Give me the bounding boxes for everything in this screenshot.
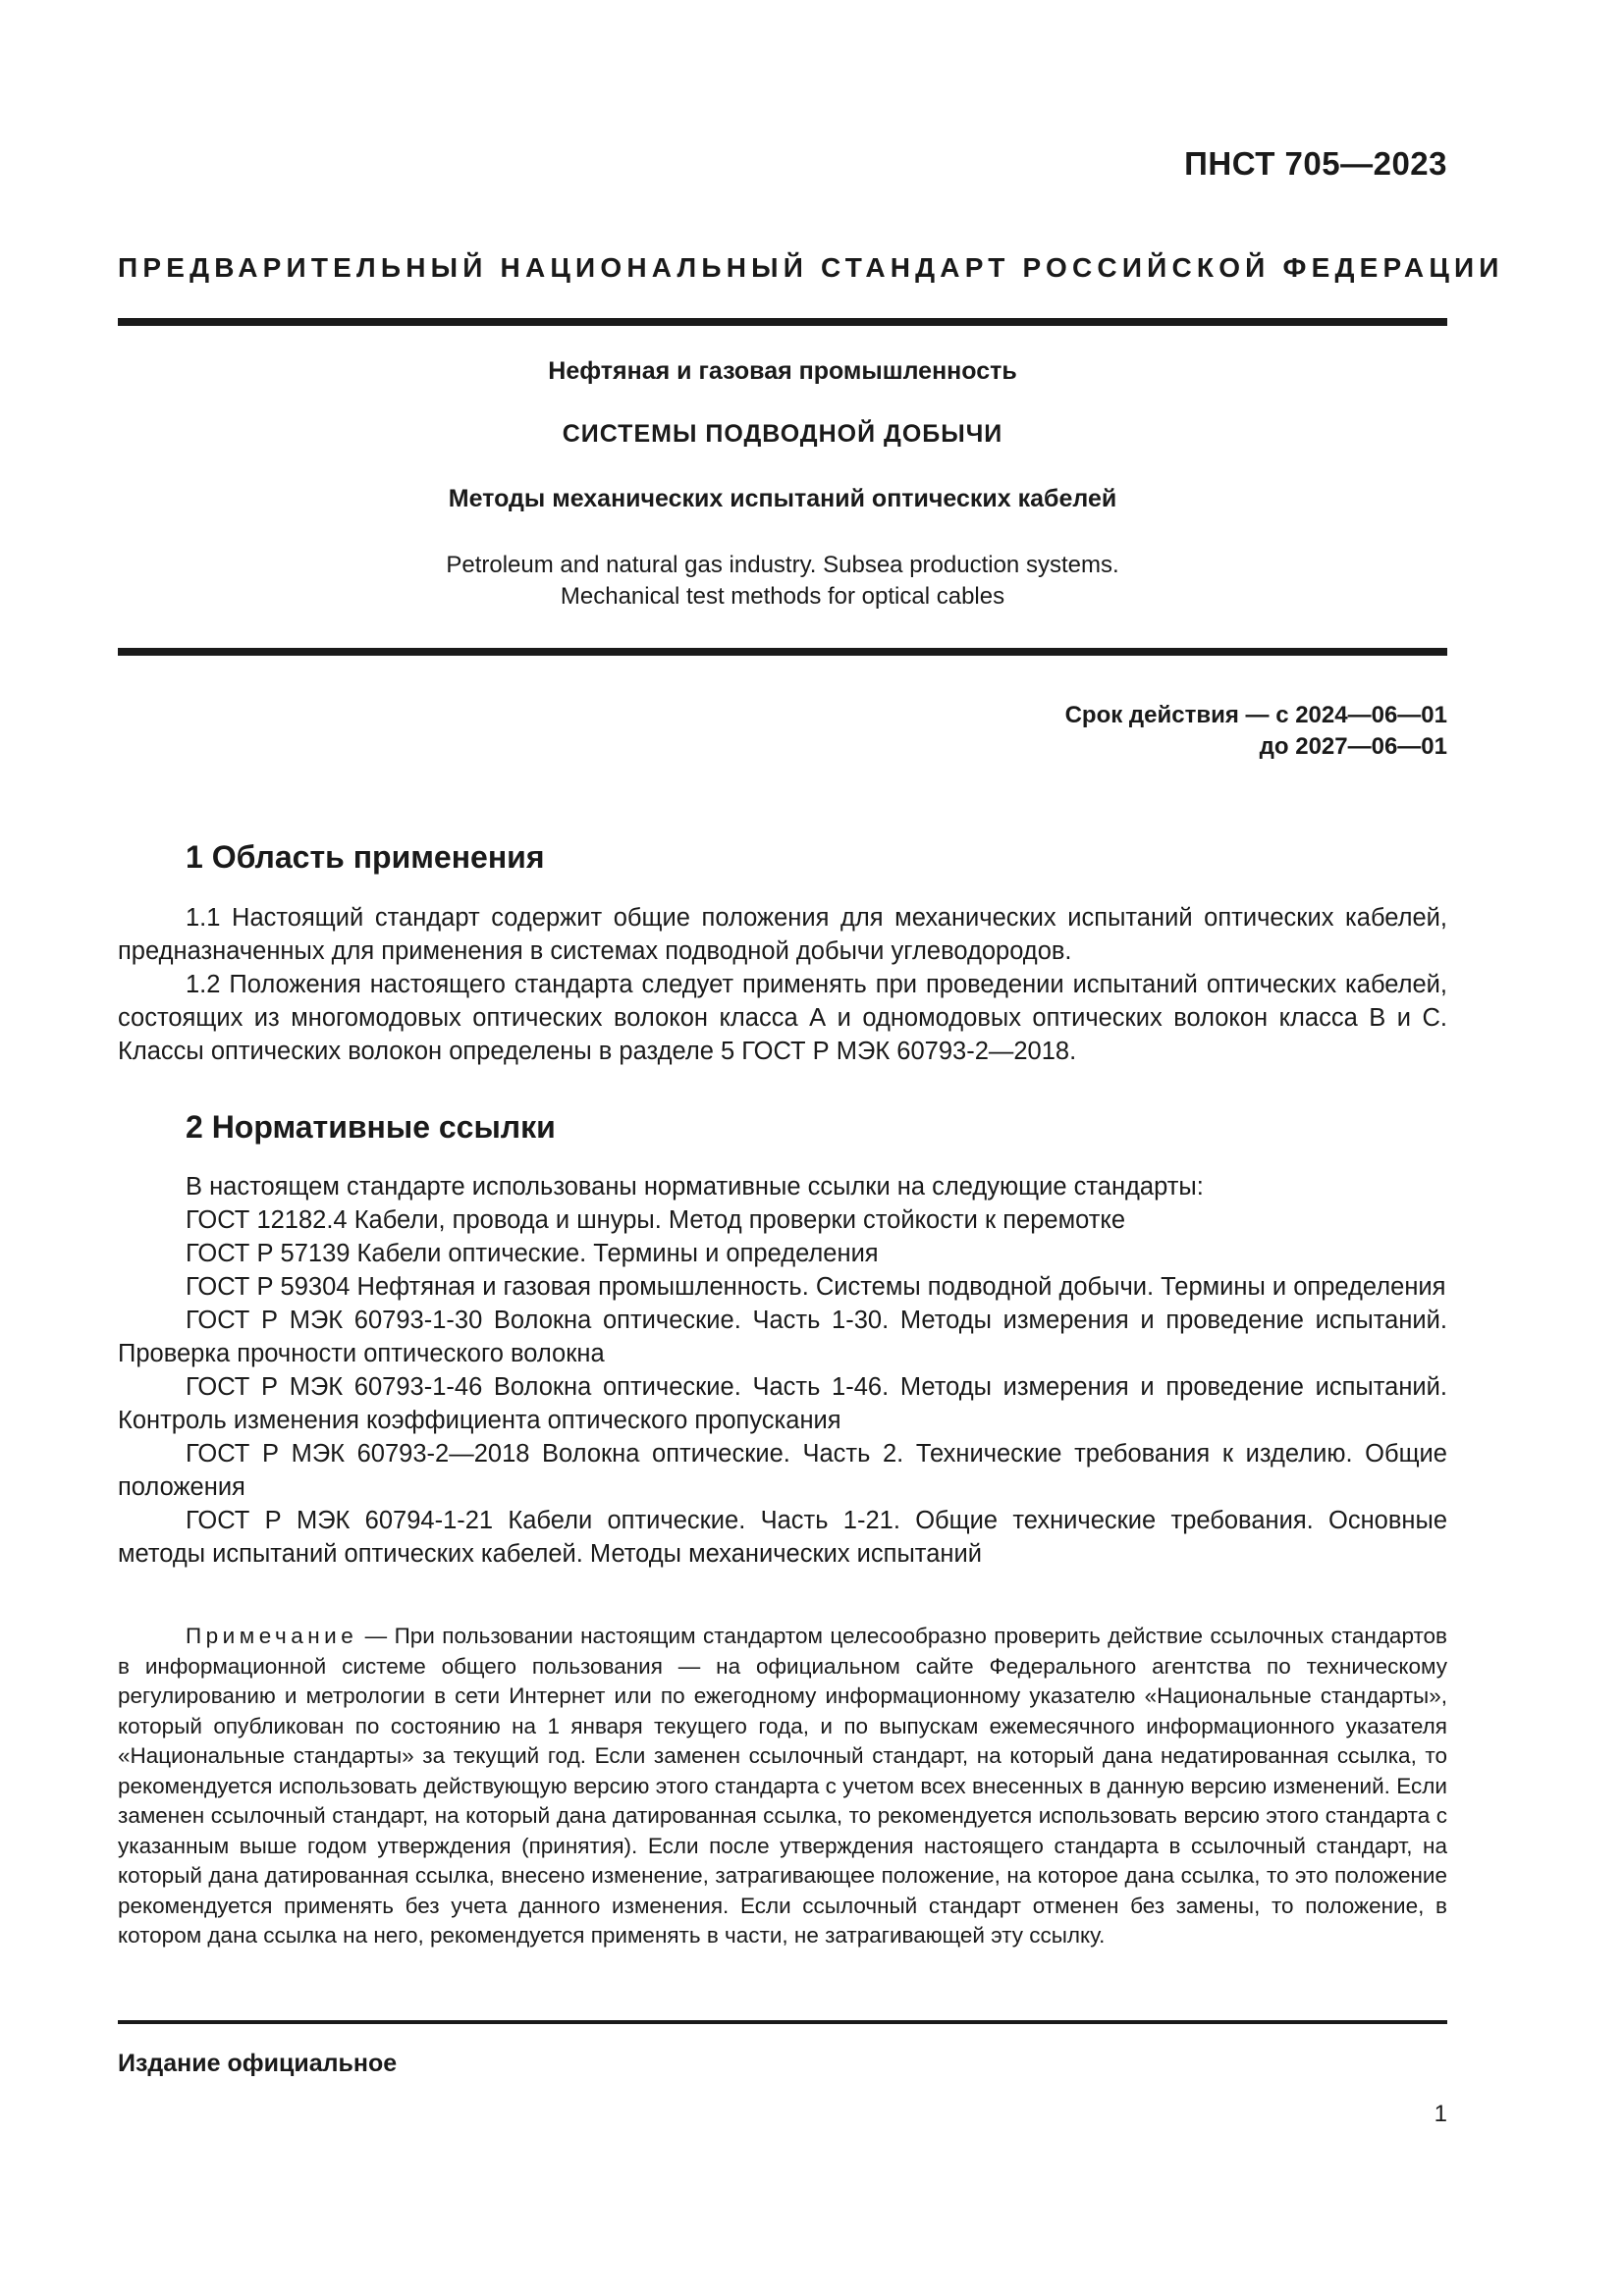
document-number: ПНСТ 705—2023 — [1184, 145, 1447, 182]
note-body: — При пользовании настоящим стандартом целесообразно проверить действие ссылочных стандартов в информационной системе общего пользования — на официальном сайте Федерального агентства по техническому регулированию и метрологии в сети Интернет или по ежегодному информационному указателю «Национальные стандарты», который опубликован по состоянию на 1 января текущего года, и по выпускам ежемесячного информационного указателя «Национальные стандарты» за текущий год. Если заменен ссылочный стандарт, на который дана недатированная ссылка, то рекомендуется использовать действующую версию этого стандарта с учетом всех внесенных в данную версию изменений. Если заменен ссылочный стандарт, на который дана датированная ссылка, то рекомендуется использовать версию этого стандарта с указанным выше годом утверждения (принятия). Если после утверждения настоящего стандарта в ссылочный стандарт, на который дана датированная ссылка, внесено изменение, затрагивающее положение, на которое дана ссылка, то это положение рекомендуется применять без учета данного изменения. Если ссылочный стандарт отменен без замены, то положение, в котором дана ссылка на него, рекомендуется применять в части, не затрагивающей эту ссылку. — [118, 1624, 1447, 1948]
section-1-body — [118, 901, 1447, 1068]
section-2-heading: 2 Нормативные ссылки — [186, 1109, 556, 1145]
section-2-body — [118, 1170, 1447, 1571]
reference-item: ГОСТ Р МЭК 60794-1-21 Кабели оптические. Часть 1-21. Общие технические требования. Основные методы испытаний оптических кабелей. Методы механических испытаний — [118, 1507, 1447, 1568]
reference-item: ГОСТ Р 59304 Нефтяная и газовая промышленность. Системы подводной добычи. Термины и определения — [186, 1273, 1446, 1301]
reference-item: ГОСТ Р МЭК 60793-1-30 Волокна оптические. Часть 1-30. Методы измерения и проведение испытаний. Проверка прочности оптического волокна — [118, 1307, 1447, 1367]
validity-start: Срок действия — с 2024—06—01 — [1064, 702, 1447, 728]
reference-item: ГОСТ Р 57139 Кабели оптические. Термины и определения — [186, 1240, 879, 1267]
section-1-heading: 1 Область применения — [186, 839, 545, 875]
references-note — [118, 1622, 1447, 1951]
standard-type-heading: ПРЕДВАРИТЕЛЬНЫЙ НАЦИОНАЛЬНЫЙ СТАНДАРТ РОССИЙСКОЙ ФЕДЕРАЦИИ — [118, 252, 1504, 283]
system-title: СИСТЕМЫ ПОДВОДНОЙ ДОБЫЧИ — [562, 420, 1003, 448]
reference-item: ГОСТ Р МЭК 60793-2—2018 Волокна оптические. Часть 2. Технические требования к изделию. Общие положения — [118, 1440, 1447, 1501]
reference-item: ГОСТ 12182.4 Кабели, провода и шнуры. Метод проверки стойкости к перемотке — [186, 1206, 1126, 1234]
paragraph-1-2: 1.2 Положения настоящего стандарта следует применять при проведении испытаний оптических кабелей, состоящих из многомодовых оптических волокон класса А и одномодовых оптических волокон класса В и С. Классы оптических волокон определены в разделе 5 ГОСТ Р МЭК 60793-2—2018. — [118, 971, 1447, 1065]
validity-end: до 2027—06—01 — [1259, 733, 1447, 760]
references-intro: В настоящем стандарте использованы нормативные ссылки на следующие стандарты: — [186, 1173, 1204, 1201]
page-number: 1 — [1434, 2101, 1447, 2127]
english-title — [118, 550, 1447, 613]
validity-period — [1065, 700, 1447, 763]
industry-title: Нефтяная и газовая промышленность — [548, 357, 1017, 385]
edition-label: Издание официальное — [118, 2050, 398, 2077]
english-title-line-1: Petroleum and natural gas industry. Subsea production systems. — [446, 552, 1119, 578]
method-title: Методы механических испытаний оптических кабелей — [448, 485, 1117, 512]
paragraph-1-1: 1.1 Настоящий стандарт содержит общие положения для механических испытаний оптических кабелей, предназначенных для применения в системах подводной добычи углеводородов. — [118, 904, 1447, 965]
reference-item: ГОСТ Р МЭК 60793-1-46 Волокна оптические. Часть 1-46. Методы измерения и проведение испытаний. Контроль изменения коэффициента оптического пропускания — [118, 1373, 1447, 1434]
note-label: Примечание — [186, 1624, 358, 1648]
footer-rule — [118, 2020, 1447, 2024]
header-rule-bottom — [118, 648, 1447, 656]
header-rule-top — [118, 318, 1447, 326]
english-title-line-2: Mechanical test methods for optical cables — [560, 583, 1005, 610]
